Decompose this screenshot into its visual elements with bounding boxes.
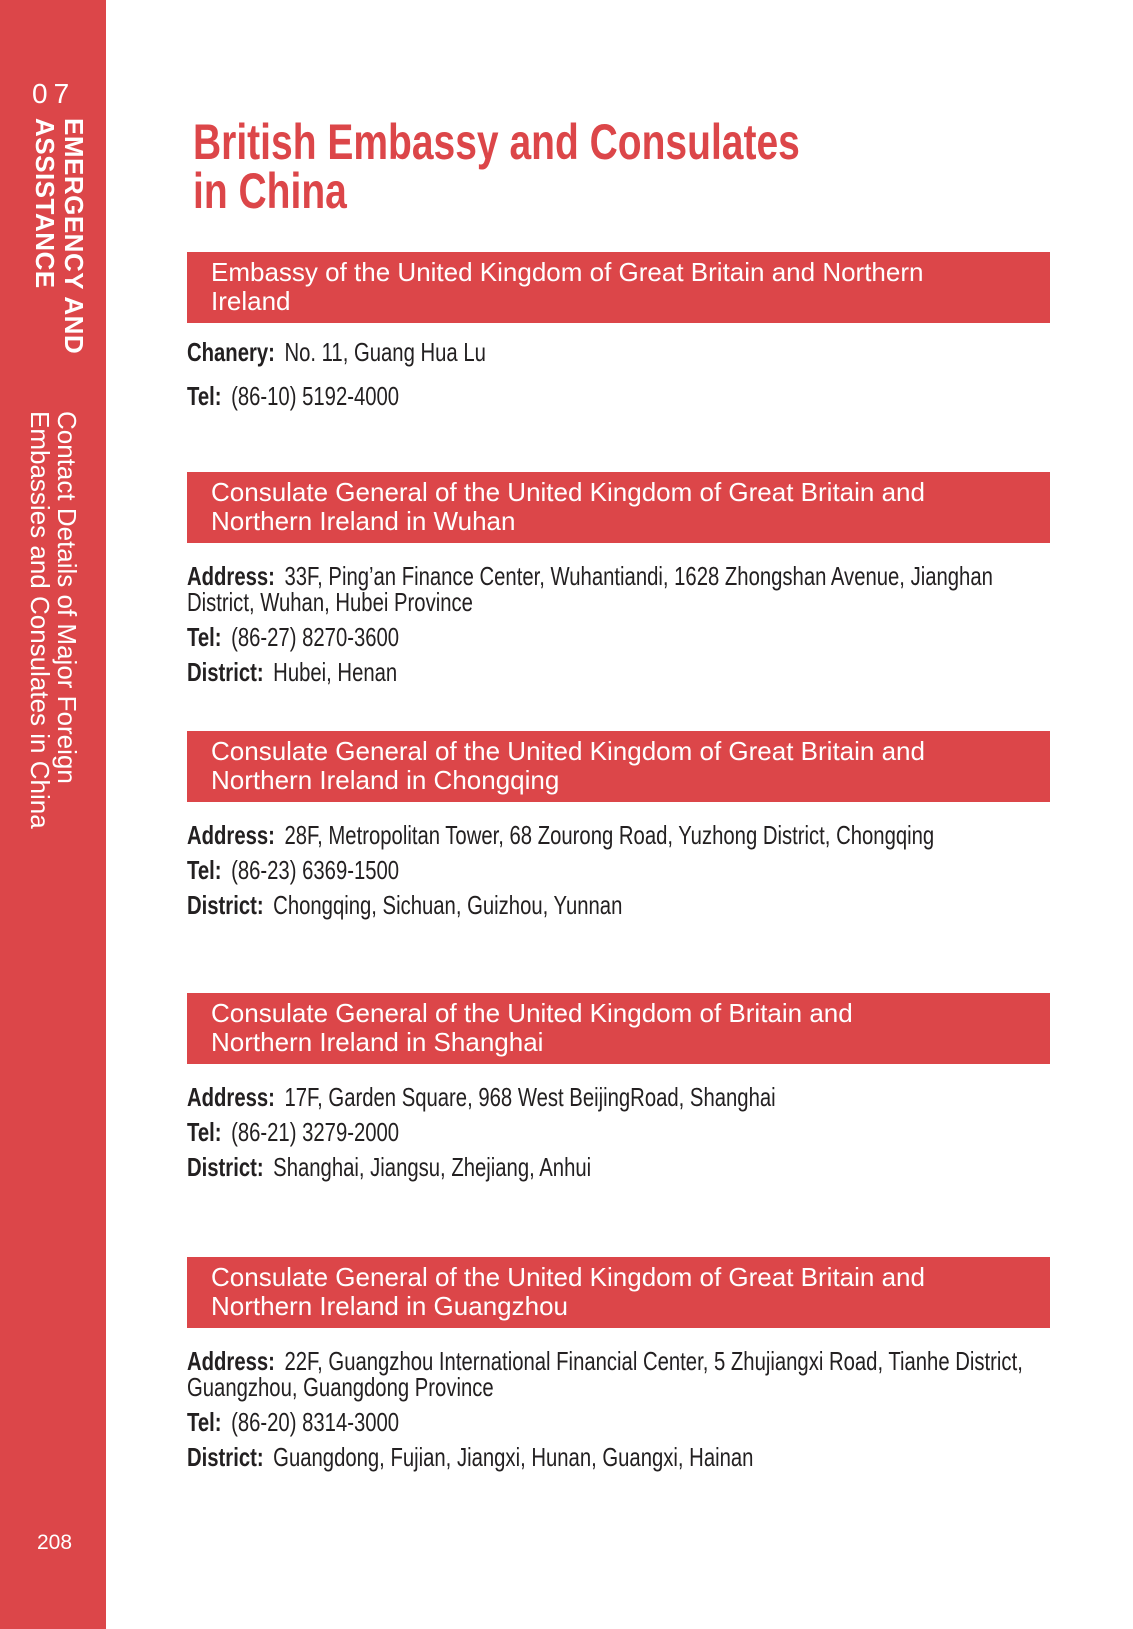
- field-label: Address:: [187, 1346, 275, 1376]
- field-address: [187, 1348, 1050, 1400]
- chapter-title-line2: ASSISTANCE: [30, 118, 60, 289]
- sidebar-section-title-line2: Embassies and Consulates in China: [25, 411, 55, 829]
- field-value: Shanghai, Jiangsu, Zhejiang, Anhui: [273, 1152, 592, 1182]
- banner-line2: Ireland: [211, 286, 291, 316]
- page-title: [193, 114, 800, 219]
- sidebar-section-title-vertical: [26, 411, 80, 829]
- section-banner: [187, 472, 1050, 543]
- field-district: [187, 892, 1050, 918]
- field-value: 33F, Ping’an Finance Center, Wuhantiandi, 1628 Zhongshan Avenue, Jianghan District, Wuhan, Hubei Province: [187, 561, 993, 617]
- field-label: Tel:: [187, 1407, 222, 1437]
- field-district: [187, 659, 1050, 685]
- field-tel: [187, 1119, 1050, 1145]
- banner-line2: Northern Ireland in Wuhan: [211, 506, 516, 536]
- field-label: District:: [187, 1442, 264, 1472]
- field-value: No. 11, Guang Hua Lu: [284, 337, 486, 367]
- section-fields: [187, 822, 1050, 918]
- field-label: Address:: [187, 561, 275, 591]
- banner-line1: Consulate General of the United Kingdom of Great Britain and: [211, 736, 925, 766]
- field-value: 22F, Guangzhou International Financial Center, 5 Zhujiangxi Road, Tianhe District, Guangzhou, Guangdong Province: [187, 1346, 1023, 1402]
- chapter-title-line1: EMERGENCY AND: [59, 118, 89, 355]
- field-value: Chongqing, Sichuan, Guizhou, Yunnan: [273, 890, 623, 920]
- field-label: Tel:: [187, 855, 222, 885]
- banner-line1: Embassy of the United Kingdom of Great Britain and Northern: [211, 257, 924, 287]
- banner-line1: Consulate General of the United Kingdom of Britain and: [211, 998, 853, 1028]
- section-fields: [187, 1348, 1050, 1470]
- field-label: Address:: [187, 820, 275, 850]
- section-banner: [187, 1257, 1050, 1328]
- field-tel: [187, 1409, 1050, 1435]
- field-label: District:: [187, 1152, 264, 1182]
- section-banner: [187, 993, 1050, 1064]
- banner-line2: Northern Ireland in Guangzhou: [211, 1291, 569, 1321]
- section-fields: [187, 1084, 1050, 1180]
- section-embassy-beijing: [187, 252, 1050, 409]
- field-tel: [187, 624, 1050, 650]
- banner-line2: Northern Ireland in Shanghai: [211, 1027, 544, 1057]
- banner-line1: Consulate General of the United Kingdom of Great Britain and: [211, 1262, 925, 1292]
- banner-line2: Northern Ireland in Chongqing: [211, 765, 560, 795]
- field-label: Tel:: [187, 622, 222, 652]
- field-value: Guangdong, Fujian, Jiangxi, Hunan, Guangxi, Hainan: [273, 1442, 754, 1472]
- chapter-number: 07: [32, 78, 76, 109]
- field-value: (86-21) 3279-2000: [231, 1117, 400, 1147]
- section-consulate-shanghai: [187, 993, 1050, 1180]
- chapter-sidebar: [0, 0, 106, 1629]
- section-fields: [187, 339, 1050, 409]
- field-label: Chanery:: [187, 337, 275, 367]
- field-label: Address:: [187, 1082, 275, 1112]
- field-value: (86-23) 6369-1500: [231, 855, 400, 885]
- field-value: 17F, Garden Square, 968 West BeijingRoad, Shanghai: [284, 1082, 776, 1112]
- page-title-line1: British Embassy and Consulates: [193, 114, 800, 170]
- field-district: [187, 1154, 1050, 1180]
- sidebar-section-title-line1: Contact Details of Major Foreign: [52, 411, 82, 784]
- field-label: District:: [187, 890, 264, 920]
- field-tel: [187, 857, 1050, 883]
- chapter-title-vertical: [30, 118, 88, 354]
- field-label: District:: [187, 657, 264, 687]
- section-banner: [187, 731, 1050, 802]
- field-label: Tel:: [187, 381, 222, 411]
- section-fields: [187, 563, 1050, 685]
- field-address: [187, 1084, 1050, 1110]
- field-district: [187, 1444, 1050, 1470]
- field-value: (86-27) 8270-3600: [231, 622, 400, 652]
- field-address: [187, 822, 1050, 848]
- page-number: 208: [37, 1531, 73, 1554]
- field-chanery: [187, 339, 1050, 365]
- field-tel: [187, 383, 1050, 409]
- field-label: Tel:: [187, 1117, 222, 1147]
- field-value: Hubei, Henan: [273, 657, 398, 687]
- section-consulate-guangzhou: [187, 1257, 1050, 1470]
- field-value: (86-20) 8314-3000: [231, 1407, 400, 1437]
- field-value: 28F, Metropolitan Tower, 68 Zourong Road, Yuzhong District, Chongqing: [284, 820, 935, 850]
- section-consulate-wuhan: [187, 472, 1050, 685]
- page-title-line2: in China: [193, 163, 347, 219]
- field-address: [187, 563, 1050, 615]
- banner-line1: Consulate General of the United Kingdom of Great Britain and: [211, 477, 925, 507]
- section-consulate-chongqing: [187, 731, 1050, 918]
- section-banner: [187, 252, 1050, 323]
- field-value: (86-10) 5192-4000: [231, 381, 400, 411]
